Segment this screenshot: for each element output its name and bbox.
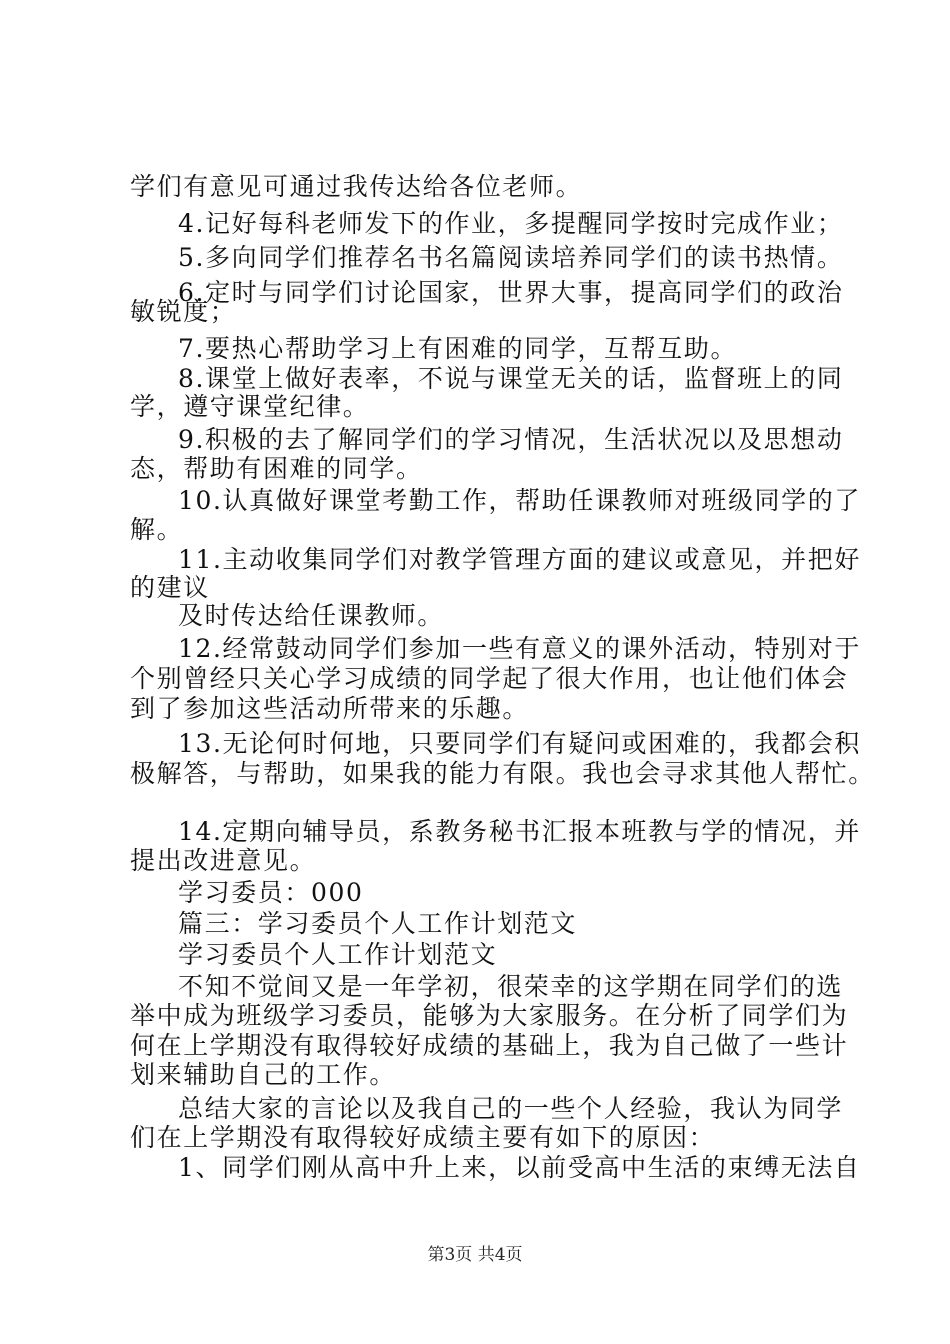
text-line: 敏锐度； [130, 297, 237, 326]
section-title: 学习委员个人工作计划范文 [178, 940, 498, 969]
text-line: 总结大家的言论以及我自己的一些个人经验，我认为同学 [178, 1094, 844, 1123]
text-line: 12.经常鼓动同学们参加一些有意义的课外活动，特别对于 [178, 634, 861, 663]
page-footer [0, 1244, 950, 1266]
text-line: 及时传达给任课教师。 [178, 601, 445, 630]
text-line: 何在上学期没有取得较好成绩的基础上，我为自己做了一些计 [130, 1031, 849, 1060]
text-line: 学习委员：000 [178, 878, 364, 907]
text-line: 举中成为班级学习委员，能够为大家服务。在分析了同学们为 [130, 1001, 849, 1030]
text-line: 6.定时与同学们讨论国家，世界大事，提高同学们的政治 [178, 278, 844, 307]
text-line: 10.认真做好课堂考勤工作，帮助任课教师对班级同学的了 [178, 486, 861, 515]
text-line: 1、同学们刚从高中升上来，以前受高中生活的束缚无法自 [178, 1153, 861, 1182]
text-line: 7.要热心帮助学习上有困难的同学，互帮互助。 [178, 334, 738, 363]
text-line: 划来辅助自己的工作。 [130, 1060, 397, 1089]
text-line: 解。 [130, 515, 184, 544]
text-line: 不知不觉间又是一年学初，很荣幸的这学期在同学们的选 [178, 972, 844, 1001]
text-line: 的建议 [130, 573, 210, 602]
text-line: 9.积极的去了解同学们的学习情况，生活状况以及思想动 [178, 425, 844, 454]
text-line: 13.无论何时何地，只要同学们有疑问或困难的，我都会积 [178, 729, 861, 758]
text-line: 到了参加这些活动所带来的乐趣。 [130, 694, 530, 723]
text-line: 提出改进意见。 [130, 846, 317, 875]
text-line: 8.课堂上做好表率，不说与课堂无关的话，监督班上的同 [178, 364, 844, 393]
text-line: 极解答，与帮助，如果我的能力有限。我也会寻求其他人帮忙。 [130, 759, 875, 788]
text-line: 11.主动收集同学们对教学管理方面的建议或意见，并把好 [178, 545, 861, 574]
page-number: 第3页 共4页 [427, 1245, 523, 1265]
text-line: 个别曾经只关心学习成绩的同学起了很大作用，也让他们体会 [130, 664, 849, 693]
text-line: 态，帮助有困难的同学。 [130, 454, 423, 483]
text-line: 学们有意见可通过我传达给各位老师。 [130, 172, 583, 201]
text-line: 5.多向同学们推荐名书名篇阅读培养同学们的读书热情。 [178, 243, 844, 272]
section-heading: 篇三：学习委员个人工作计划范文 [178, 909, 578, 938]
text-line: 们在上学期没有取得较好成绩主要有如下的原因： [130, 1123, 716, 1152]
text-line: 4.记好每科老师发下的作业，多提醒同学按时完成作业； [178, 209, 844, 238]
text-line: 学，遵守课堂纪律。 [130, 392, 370, 421]
text-line: 14.定期向辅导员，系教务秘书汇报本班教与学的情况，并 [178, 817, 861, 846]
